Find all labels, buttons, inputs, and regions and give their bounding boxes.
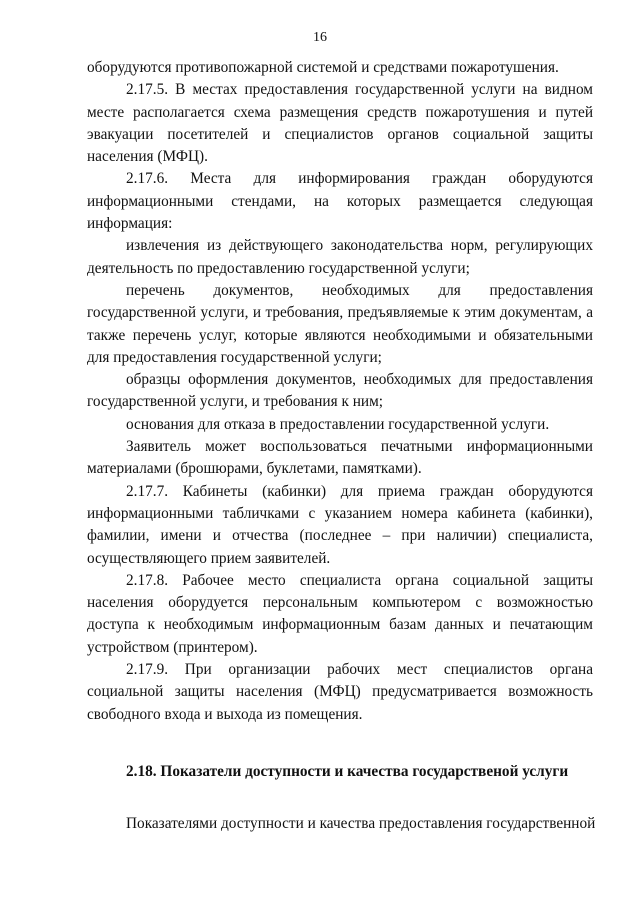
- paragraph-2-17-6: 2.17.6. Места для информирования граждан оборудуются информационными стендами, на которых размещается следующая информация:: [87, 170, 593, 233]
- list-item-documents: перечень документов, необходимых для предоставления государственной услуги, и требования, предъявляемые к этим документам, а также перечень услуг, которые являются необходимыми и обязательными для предоставления государственной услуги;: [87, 281, 593, 366]
- page-number: 16: [313, 30, 327, 45]
- paragraph-applicant-materials: Заявитель может воспользоваться печатными информационными материалами (брошюрами, буклетами, памятками).: [87, 438, 593, 478]
- paragraph-2-17-8: 2.17.8. Рабочее место специалиста органа социальной защиты населения оборудуется персональным компьютером с возможностью доступа к необходимым информационным базам данных и печатающим устройством (принтером).: [87, 571, 593, 656]
- paragraph-continuation: оборудуются противопожарной системой и средствами пожаротушения.: [87, 59, 559, 76]
- list-item-legislation: извлечения из действующего законодательства норм, регулирующих деятельность по предоставлению государственной услуги;: [87, 237, 593, 277]
- section-heading-2-18: 2.18. Показатели доступности и качества государственой услуги: [126, 762, 569, 780]
- document-body: [87, 57, 596, 836]
- paragraph-2-17-5: 2.17.5. В местах предоставления государственной услуги на видном месте располагается схема размещения средств пожаротушения и путей эвакуации посетителей и специалистов органов социальной защиты населения (МФЦ).: [87, 81, 593, 166]
- list-item-refusal-grounds: основания для отказа в предоставлении государственной услуги.: [126, 415, 550, 433]
- paragraph-2-17-9: 2.17.9. При организации рабочих мест специалистов органа социальной защиты населения (МФЦ) предусматривается возможность свободного входа и выхода из помещения.: [87, 661, 593, 723]
- paragraph-2-17-7: 2.17.7. Кабинеты (кабинки) для приема граждан оборудуются информационными табличками с указанием номера кабинета (кабинки), фамилии, имени и отчества (последнее – при наличии) специалиста, осуществляющего прием заявителей.: [87, 482, 593, 567]
- section-2-18-first-line: Показателями доступности и качества предоставления государственной: [126, 815, 596, 833]
- list-item-samples: образцы оформления документов, необходимых для предоставления государственной услуги, и требования к ним;: [87, 371, 593, 411]
